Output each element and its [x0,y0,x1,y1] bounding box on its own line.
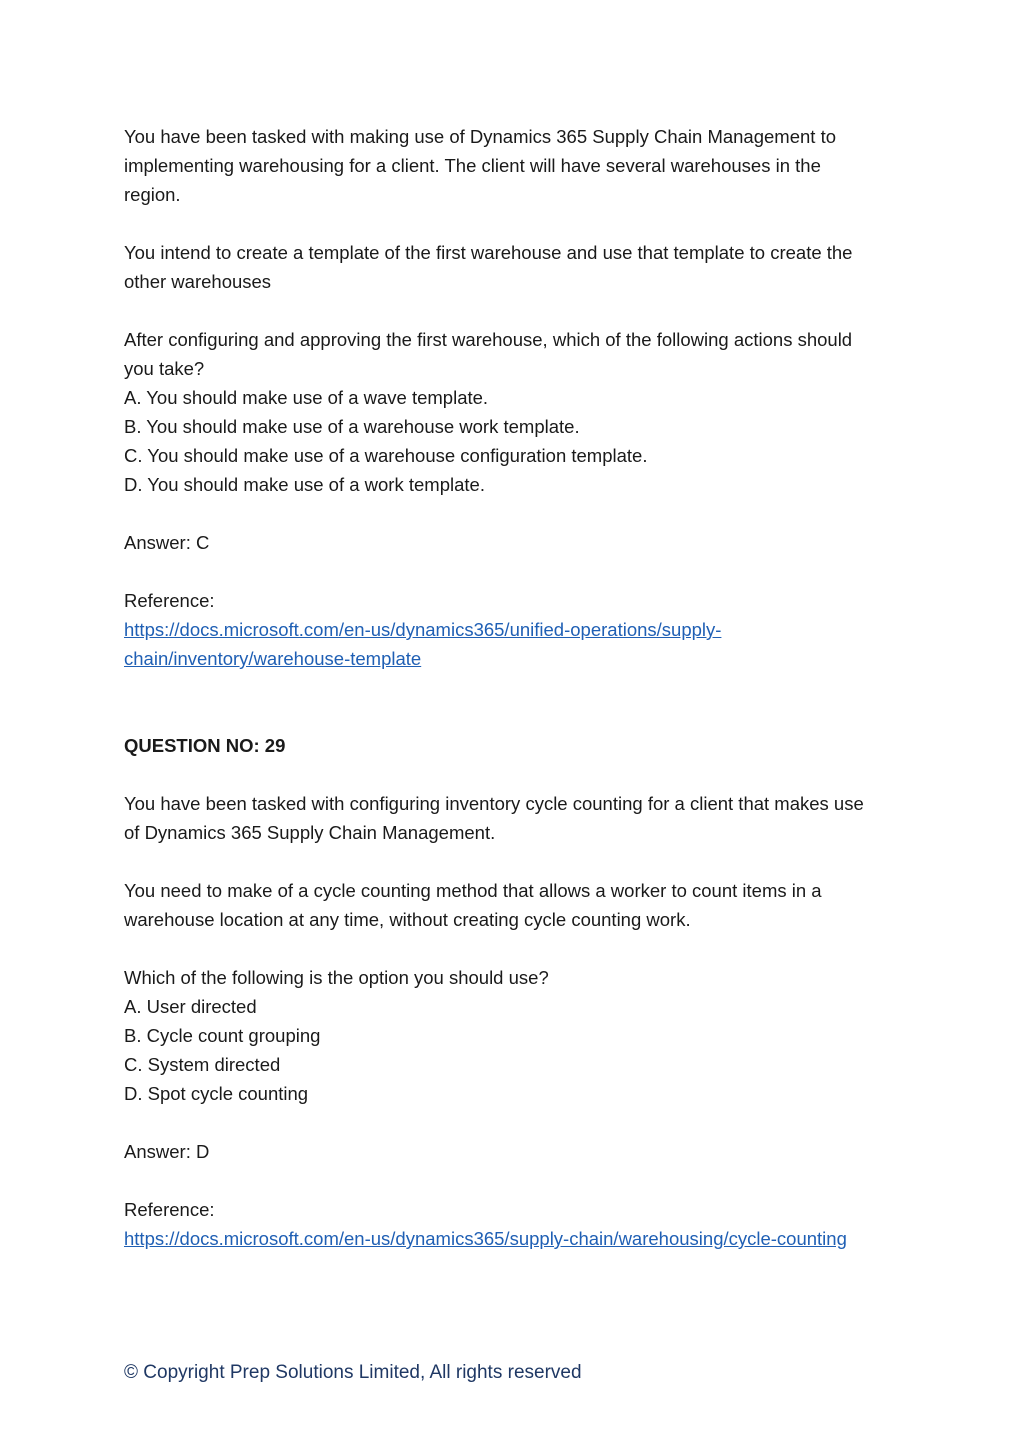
q28-option-a: A. You should make use of a wave template. [124,387,489,408]
q29-option-d: D. Spot cycle counting [124,1083,309,1104]
q29-question: Which of the following is the option you should use? [124,967,549,988]
q28-option-d: D. You should make use of a work template. [124,474,485,495]
q28-question-line: you take? [124,358,205,379]
q28-intro-line: You have been tasked with making use of Dynamics 365 Supply Chain Management to [124,126,836,147]
q28-options [124,383,894,499]
q29-heading: QUESTION NO: 29 [124,735,286,756]
q28-reference-link[interactable] [124,615,894,673]
q29-option-b: B. Cycle count grouping [124,1025,321,1046]
q29-option-c: C. System directed [124,1054,281,1075]
q28-intent-line: You intend to create a template of the first warehouse and use that template to create the [124,242,853,263]
q28-intent [124,238,894,296]
q29-intro [124,789,894,847]
q28-intro-line: implementing warehousing for a client. The client will have several warehouses in the [124,155,821,176]
q28-option-b: B. You should make use of a warehouse work template. [124,416,580,437]
q29-reference-link[interactable]: https://docs.microsoft.com/en-us/dynamics365/supply-chain/warehousing/cycle-counting [124,1228,847,1249]
q28-intro [124,122,894,209]
q29-need [124,876,894,934]
q29-reference-label: Reference: [124,1199,215,1220]
q28-reference-link-line[interactable]: https://docs.microsoft.com/en-us/dynamics365/unified-operations/supply- [124,619,722,640]
q28-answer: Answer: C [124,532,210,553]
q28-question [124,325,894,383]
q28-option-c: C. You should make use of a warehouse configuration template. [124,445,648,466]
document-page [124,122,894,1253]
q29-options [124,992,894,1108]
copyright-footer: © Copyright Prep Solutions Limited, All rights reserved [124,1362,582,1383]
q29-answer: Answer: D [124,1141,210,1162]
q29-need-line: You need to make of a cycle counting method that allows a worker to count items in a [124,880,822,901]
q28-intro-line: region. [124,184,181,205]
q29-intro-line: You have been tasked with configuring inventory cycle counting for a client that makes use [124,793,864,814]
q29-intro-line: of Dynamics 365 Supply Chain Management. [124,822,496,843]
q28-reference-label: Reference: [124,590,215,611]
q29-option-a: A. User directed [124,996,257,1017]
q28-question-line: After configuring and approving the first warehouse, which of the following actions should [124,329,853,350]
q29-need-line: warehouse location at any time, without creating cycle counting work. [124,909,691,930]
q28-reference-link-line[interactable]: chain/inventory/warehouse-template [124,648,422,669]
q28-intent-line: other warehouses [124,271,272,292]
